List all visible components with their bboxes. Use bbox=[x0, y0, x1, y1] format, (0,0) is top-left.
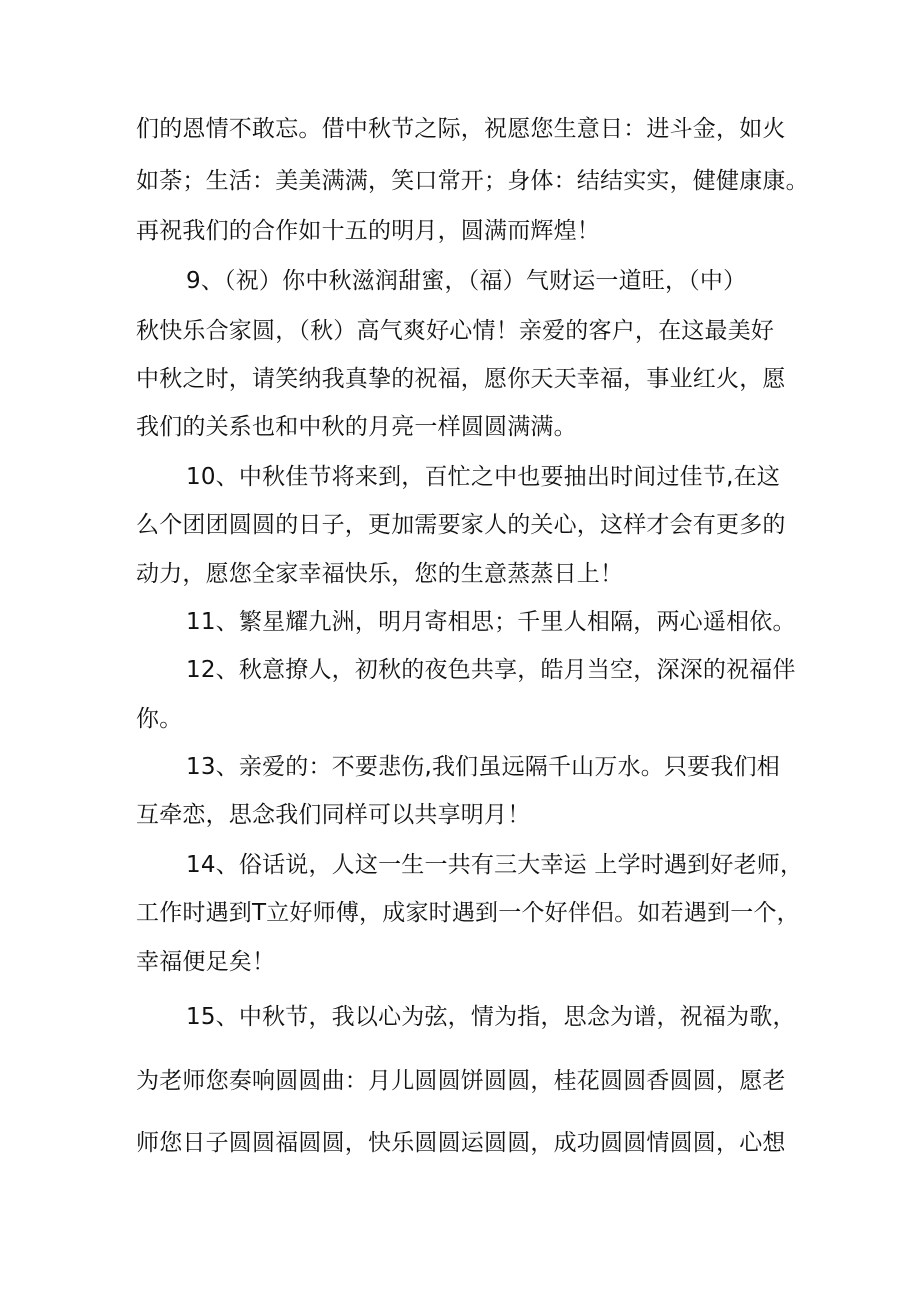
paragraph-13-line-1: 13、亲爱的：不要悲伤,我们虽远隔千山万水。只要我们相 bbox=[186, 754, 780, 780]
paragraph-14-line-1: 14、俗话说，人这一生一共有三大幸运 上学时遇到好老师， bbox=[186, 852, 804, 878]
paragraph-10-line-1: 10、中秋佳节将来到，百忙之中也要抽出时间过佳节,在这 bbox=[186, 464, 780, 490]
paragraph-13-line-2: 互牵恋，思念我们同样可以共享明月！ bbox=[136, 802, 531, 828]
paragraph-11-line-1: 11、繁星耀九洲，明月寄相思；千里人相隔，两心遥相依。 bbox=[186, 609, 796, 635]
paragraph-9-line-2: 秋快乐合家圆，（秋）高气爽好心情！亲爱的客户，在这最美好 bbox=[136, 318, 775, 344]
paragraph-9-line-1: 9、（祝）你中秋滋润甜蜜，（福）气财运一道旺，（中） bbox=[186, 268, 747, 294]
paragraph-10-line-2: 么个团团圆圆的日子，更加需要家人的关心，这样才会有更多的 bbox=[136, 512, 786, 538]
paragraph-14-line-2: 工作时遇到T立好师傅，成家时遇到一个好伴侣。如若遇到一个， bbox=[136, 900, 800, 926]
paragraph-10-line-3: 动力，愿您全家幸福快乐，您的生意蒸蒸日上！ bbox=[136, 561, 624, 587]
text-line-1: 们的恩情不敢忘。借中秋节之际，祝愿您生意日：进斗金，如火 bbox=[136, 116, 786, 142]
paragraph-14-line-3: 幸福便足矣！ bbox=[136, 949, 276, 975]
paragraph-12-line-1: 12、秋意撩人，初秋的夜色共享，皓月当空，深深的祝福伴 bbox=[186, 657, 796, 683]
text-line-2: 如荼；生活：美美满满，笑口常开；身体：结结实实，健健康康。 bbox=[136, 168, 809, 194]
paragraph-12-line-2: 你。 bbox=[136, 706, 183, 732]
paragraph-15-line-2: 为老师您奏响圆圆曲：月儿圆圆饼圆圆，桂花圆圆香圆圆，愿老 bbox=[136, 1068, 786, 1094]
paragraph-15-line-3: 师您日子圆圆福圆圆，快乐圆圆运圆圆，成功圆圆情圆圆，心想 bbox=[136, 1130, 786, 1156]
text-line-3: 再祝我们的合作如十五的明月，圆满而辉煌！ bbox=[136, 218, 600, 244]
paragraph-9-line-4: 我们的关系也和中秋的月亮一样圆圆满满。 bbox=[136, 414, 577, 440]
paragraph-9-line-3: 中秋之时，请笑纳我真挚的祝福，愿你天天幸福，事业红火，愿 bbox=[136, 366, 786, 392]
paragraph-15-line-1: 15、中秋节，我以心为弦，情为指，思念为谱，祝福为歌， bbox=[186, 1004, 796, 1030]
